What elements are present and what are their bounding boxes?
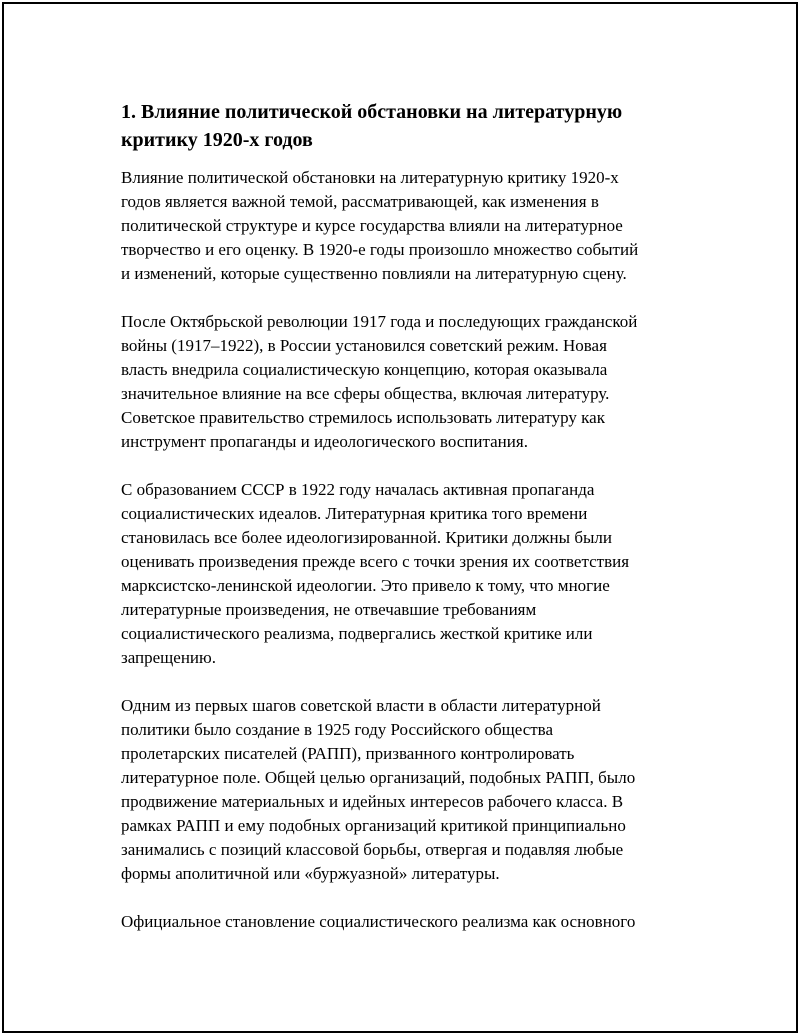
text-line: социалистического реализма, подвергались жесткой критике или [121,624,593,643]
title-line: критику 1920-х годов [121,129,313,151]
document-content [121,98,721,958]
text-line: занимались с позиций классовой борьбы, отвергая и подавляя любые [121,840,624,859]
title-line: 1. Влияние политической обстановки на литературную [121,101,623,123]
paragraph-revolution [121,310,721,454]
text-line: пролетарских писателей (РАПП), призванного контролировать [121,744,575,763]
text-line: социалистических идеалов. Литературная критика того времени [121,504,588,523]
text-line: запрещению. [121,648,216,667]
text-line: С образованием СССР в 1922 году началась активная пропаганда [121,480,595,499]
text-line: власть внедрила социалистическую концепцию, которая оказывала [121,360,608,379]
text-line: Официальное становление социалистического реализма как основного [121,912,636,931]
text-line: политики было создание в 1925 году Российского общества [121,720,554,739]
text-line: войны (1917–1922), в России установился советский режим. Новая [121,336,607,355]
text-line: После Октябрьской революции 1917 года и последующих гражданской [121,312,638,331]
text-line: продвижение материальных и идейных интересов рабочего класса. В [121,792,624,811]
text-line: инструмент пропаганды и идеологического воспитания. [121,432,528,451]
text-line: становилась все более идеологизированной. Критики должны были [121,528,612,547]
document-page [2,2,798,1033]
text-line: формы аполитичной или «буржуазной» литературы. [121,864,500,883]
paragraph-ussr [121,478,721,670]
text-line: литературное поле. Общей целью организаций, подобных РАПП, было [121,768,636,787]
text-line: политической структуре и курсе государства влияли на литературное [121,216,623,235]
text-line: рамках РАПП и ему подобных организаций критикой принципиально [121,816,626,835]
paragraph-rapp [121,694,721,886]
text-line: Советское правительство стремилось использовать литературу как [121,408,605,427]
text-line: оценивать произведения прежде всего с точки зрения их соответствия [121,552,630,571]
paragraph-intro [121,166,721,286]
text-line: марксистско-ленинской идеологии. Это привело к тому, что многие [121,576,610,595]
text-line: значительное влияние на все сферы общества, включая литературу. [121,384,610,403]
text-line: литературные произведения, не отвечавшие требованиям [121,600,537,619]
text-line: Влияние политической обстановки на литературную критику 1920-х [121,168,619,187]
text-line: творчество и его оценку. В 1920-е годы произошло множество событий [121,240,639,259]
text-line: и изменений, которые существенно повлияли на литературную сцену. [121,264,627,283]
text-line: годов является важной темой, рассматривающей, как изменения в [121,192,599,211]
text-line: Одним из первых шагов советской власти в области литературной [121,696,601,715]
paragraph-socialist-realism [121,910,721,934]
section-title [121,98,721,154]
